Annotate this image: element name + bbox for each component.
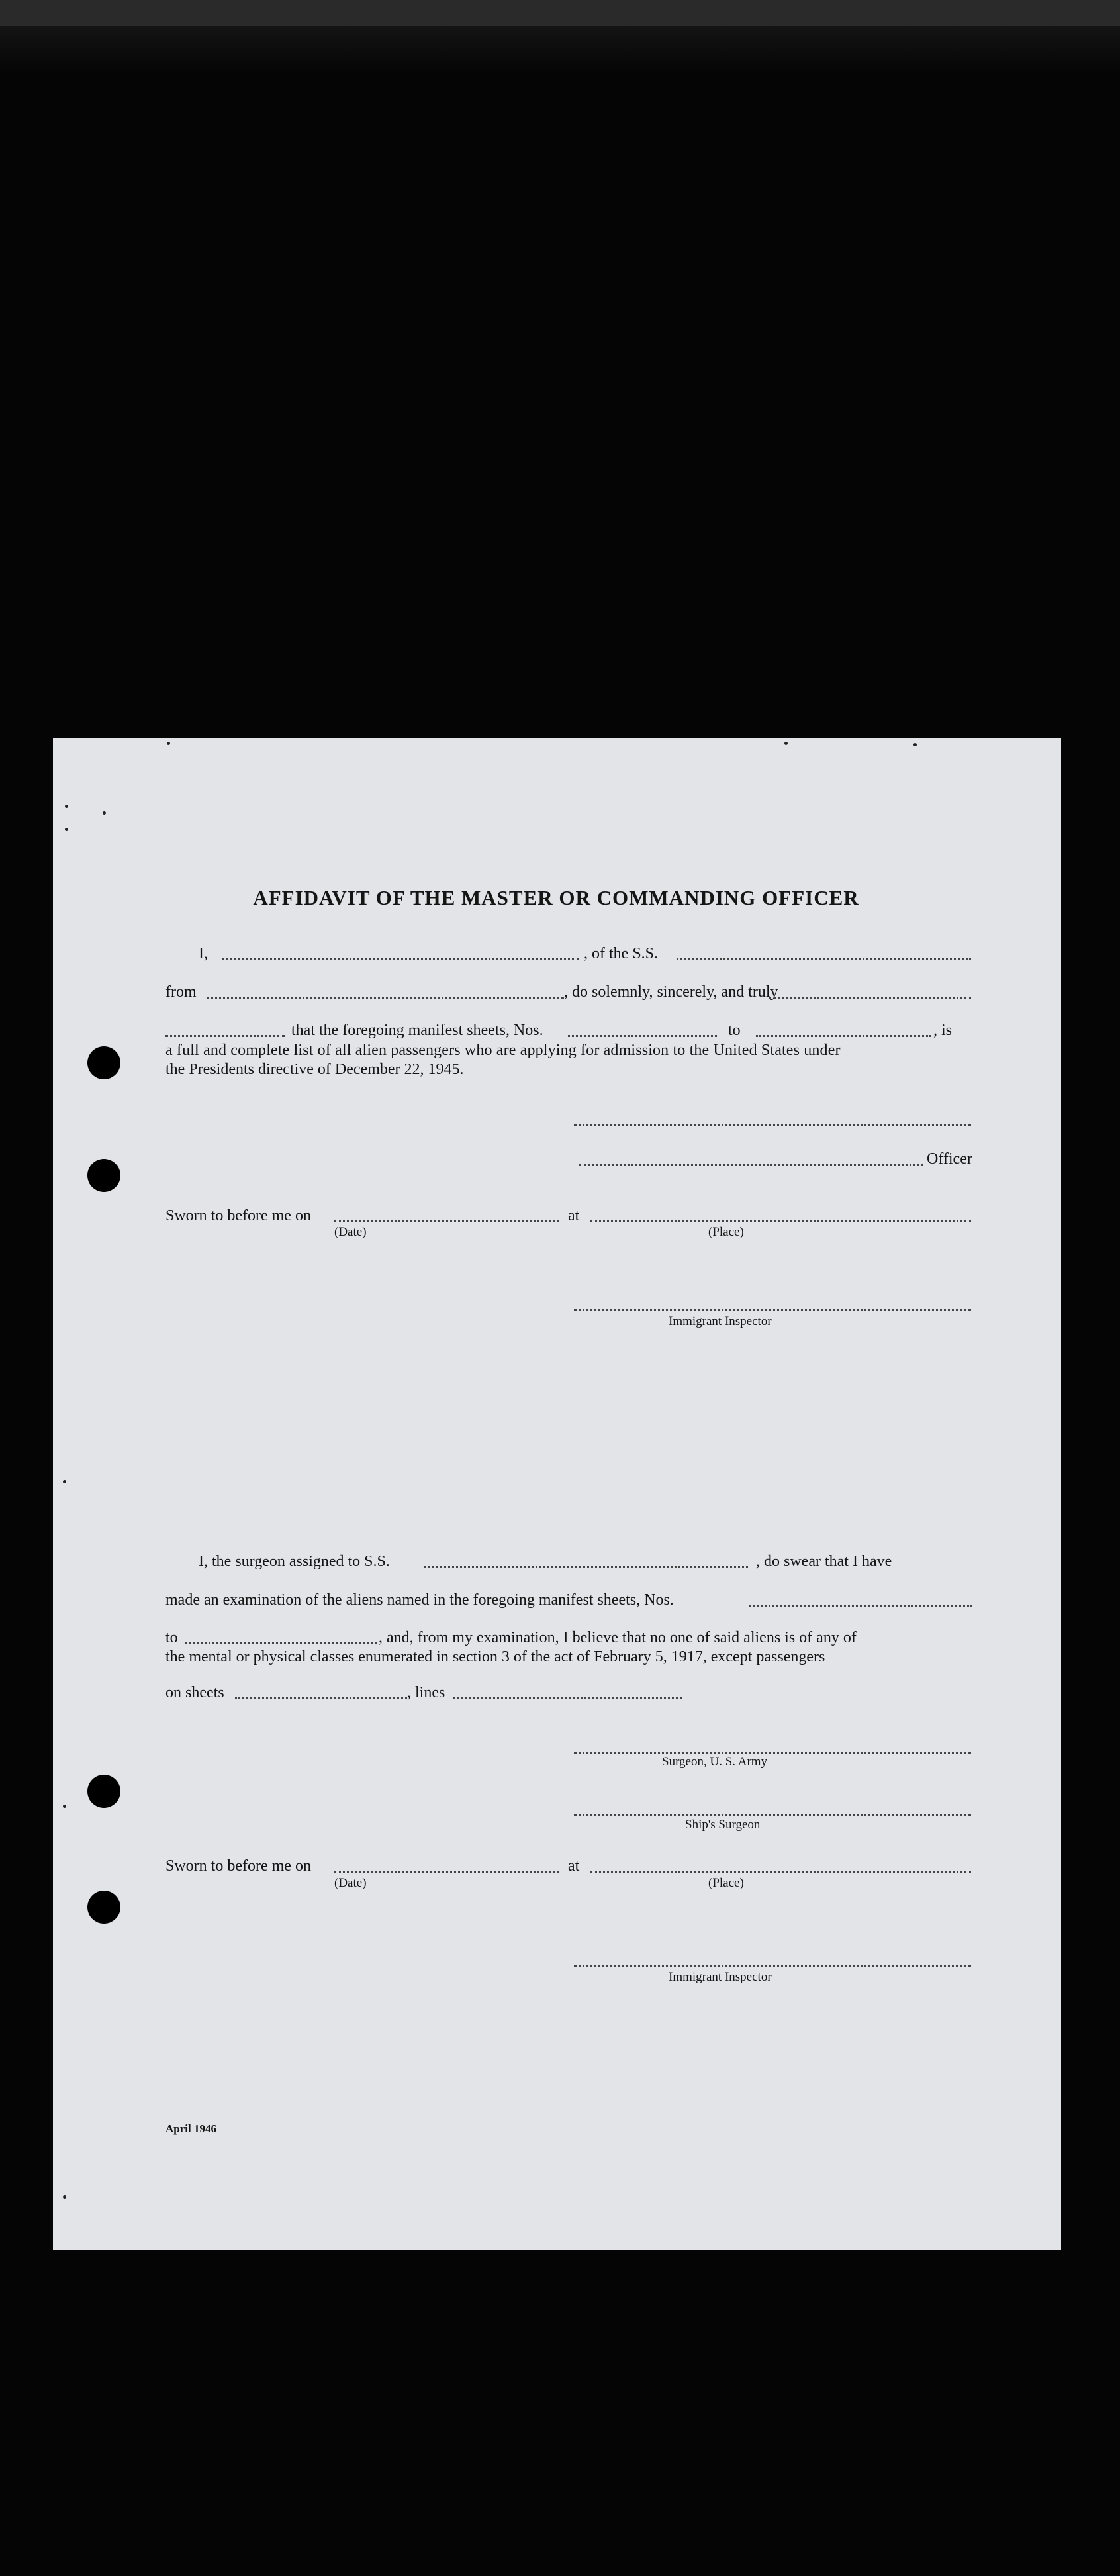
margin-speck: [65, 805, 68, 808]
margin-speck: [65, 828, 68, 831]
surgeon-sworn-label: Sworn to before me on: [165, 1858, 311, 1875]
master-inspector-signature-line[interactable]: [574, 1309, 971, 1311]
punch-hole-3: [87, 1775, 120, 1808]
master-place-caption: (Place): [708, 1225, 744, 1239]
ship-surgeon-label: Ship's Surgeon: [685, 1818, 761, 1832]
surgeon-date-caption: (Date): [334, 1876, 367, 1890]
master-sheets-text: that the foregoing manifest sheets, Nos.: [291, 1022, 543, 1039]
master-declare-field[interactable]: [769, 997, 971, 999]
master-of-ss-label: , of the S.S.: [584, 945, 659, 962]
surgeon-sworn-date-field[interactable]: [334, 1871, 559, 1873]
scan-top-edge: [0, 0, 1120, 26]
officer-label: Officer: [927, 1150, 972, 1167]
surgeon-swear-text: , do swear that I have: [756, 1553, 892, 1570]
surgeon-lines-label: , lines: [407, 1684, 445, 1701]
surgeon-classes-text: the mental or physical classes enumerated in section 3 of the act of February 5, 1917, except passengers: [165, 1648, 825, 1665]
army-surgeon-label: Surgeon, U. S. Army: [662, 1755, 768, 1769]
surgeon-intro-text: I, the surgeon assigned to S.S.: [199, 1553, 390, 1570]
master-sworn-label: Sworn to before me on: [165, 1207, 311, 1224]
punch-hole-4: [87, 1891, 120, 1924]
surgeon-sworn-place-field[interactable]: [590, 1871, 971, 1873]
master-inspector-label: Immigrant Inspector: [669, 1314, 772, 1328]
surgeon-inspector-signature-line[interactable]: [574, 1965, 971, 1967]
margin-speck: [103, 811, 106, 815]
surgeon-exam-text: made an examination of the aliens named in the foregoing manifest sheets, Nos.: [165, 1591, 674, 1609]
master-i-label: I,: [199, 945, 208, 962]
form-revision-date: April 1946: [165, 2122, 216, 2135]
army-surgeon-signature-line[interactable]: [574, 1752, 971, 1754]
master-to-label: to: [728, 1022, 741, 1039]
surgeon-sheets-to-field[interactable]: [185, 1642, 377, 1644]
master-statement-line-2: the Presidents directive of December 22, 1945.: [165, 1061, 464, 1078]
master-signature-line[interactable]: [574, 1124, 971, 1126]
margin-speck: [167, 742, 170, 745]
margin-speck: [63, 1480, 66, 1483]
affidavit-form-page: [53, 738, 1061, 2250]
master-is-text: , is: [933, 1022, 953, 1039]
surgeon-sheets-from-field[interactable]: [749, 1605, 972, 1607]
master-statement-line-1: a full and complete list of all alien passengers who are applying for admission to the United States under: [165, 1042, 841, 1059]
scan-shadow: [0, 26, 1120, 73]
master-sheets-to-field[interactable]: [756, 1035, 931, 1037]
master-name-field[interactable]: [222, 958, 579, 960]
surgeon-exam-result-text: , and, from my examination, I believe that no one of said aliens is of any of: [379, 1629, 857, 1646]
margin-speck: [784, 742, 788, 745]
master-sworn-place-field[interactable]: [590, 1220, 971, 1222]
punch-hole-2: [87, 1159, 120, 1192]
margin-speck: [913, 743, 917, 746]
master-declare-field-cont[interactable]: [165, 1035, 285, 1037]
master-from-label: from: [165, 983, 197, 1001]
margin-speck: [63, 2195, 66, 2199]
surgeon-inspector-label: Immigrant Inspector: [669, 1970, 772, 1984]
margin-speck: [63, 1805, 66, 1808]
master-sheets-from-field[interactable]: [568, 1035, 717, 1037]
punch-hole-1: [87, 1046, 120, 1079]
officer-signature-line[interactable]: [579, 1164, 923, 1166]
master-sworn-date-field[interactable]: [334, 1220, 559, 1222]
master-from-field[interactable]: [207, 997, 564, 999]
surgeon-place-caption: (Place): [708, 1876, 744, 1890]
master-at-label: at: [568, 1207, 580, 1224]
ship-surgeon-signature-line[interactable]: [574, 1814, 971, 1816]
master-solemnly-text: , do solemnly, sincerely, and truly: [564, 983, 778, 1001]
surgeon-at-label: at: [568, 1858, 580, 1875]
surgeon-exception-sheets-field[interactable]: [235, 1697, 407, 1699]
surgeon-exception-lines-field[interactable]: [453, 1697, 682, 1699]
master-ship-field[interactable]: [677, 958, 971, 960]
surgeon-to-label: to: [165, 1629, 178, 1646]
surgeon-ship-field[interactable]: [424, 1566, 748, 1568]
form-title: AFFIDAVIT OF THE MASTER OR COMMANDING OFFICER: [253, 886, 859, 909]
master-date-caption: (Date): [334, 1225, 367, 1239]
surgeon-on-sheets-label: on sheets: [165, 1684, 224, 1701]
